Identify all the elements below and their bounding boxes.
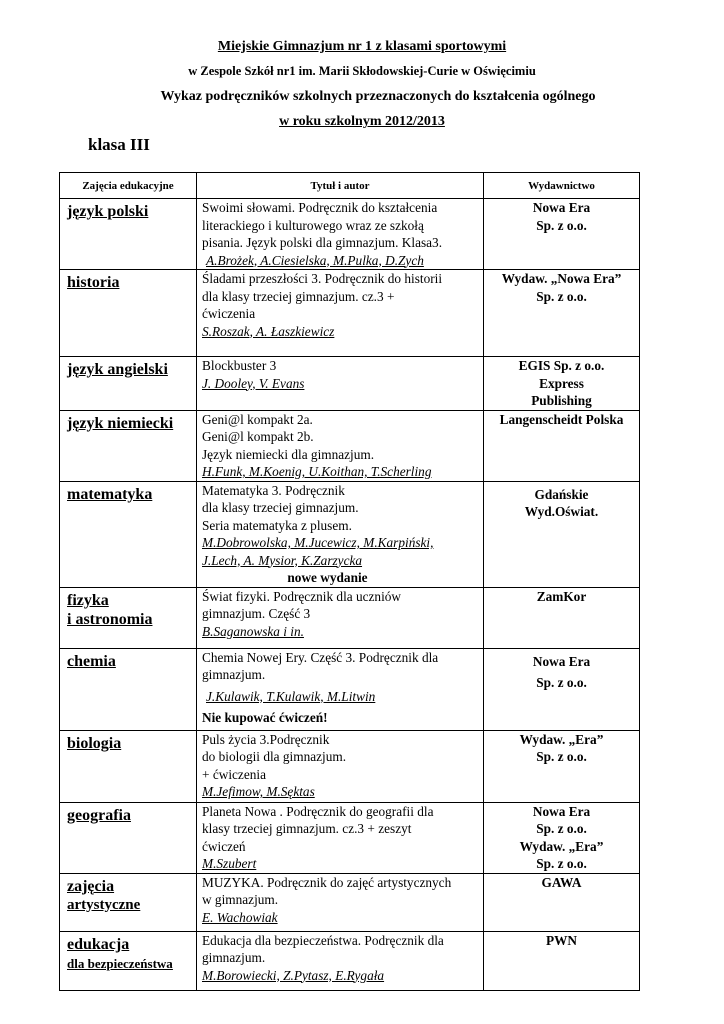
publisher-cell	[484, 802, 640, 873]
subject-cell	[60, 730, 197, 802]
school-year: w roku szkolnym 2012/2013	[279, 114, 445, 129]
publisher-line: PWN	[545, 932, 578, 948]
subject-cell	[60, 199, 197, 270]
subject-cell	[60, 802, 197, 873]
table-row	[60, 410, 640, 481]
table-header-row	[60, 173, 640, 199]
subject-name: chemia	[67, 652, 116, 670]
subject-name: matematyka	[67, 485, 153, 503]
title-line: do biologii dla gimnazjum.	[202, 749, 347, 764]
subject-cell	[60, 648, 197, 730]
title-line: Puls życia 3.Podręcznik	[202, 731, 330, 747]
subject-cell	[60, 410, 197, 481]
table-row	[60, 357, 640, 411]
school-complex: w Zespole Szkół nr1 im. Marii Skłodowskiej-Curie w Oświęcimiu	[188, 64, 536, 78]
edition-note: nowe wydanie	[287, 570, 368, 585]
title-line: gimnazjum.	[202, 667, 266, 682]
subject-cell	[60, 481, 197, 587]
publisher-cell	[484, 481, 640, 587]
title-line: gimnazjum. Część 3	[202, 606, 311, 621]
publisher-cell	[484, 648, 640, 730]
publisher-line: Publishing	[531, 393, 592, 408]
subject-name-continued: dla bezpieczeństwa	[67, 955, 173, 971]
publisher-line: ZamKor	[536, 588, 587, 604]
author: J.Kulawik, T.Kulawik, M.Litwin	[206, 688, 376, 704]
author-continued: J.Lech, A. Mysior, K.Zarzycka	[202, 552, 363, 568]
title-cell	[197, 270, 484, 357]
subject-cell	[60, 587, 197, 648]
publisher-line: Langenscheidt Polska	[499, 411, 624, 427]
school-name: Miejskie Gimnazjum nr 1 z klasami sportowymi	[217, 39, 507, 54]
textbook-table	[59, 172, 640, 991]
subject-name: zajęcia	[67, 877, 115, 895]
subject-name: fizyka	[67, 591, 109, 609]
title-line: Geni@l kompakt 2b.	[202, 429, 314, 444]
title-cell	[197, 873, 484, 931]
publisher-line: Gdańskie	[534, 486, 589, 502]
title-line: ćwiczeń	[202, 838, 246, 854]
table-row	[60, 873, 640, 931]
table-row	[60, 802, 640, 873]
title-line: w gimnazjum.	[202, 892, 279, 907]
document-title: Wykaz podręczników szkolnych przeznaczonych do kształcenia ogólnego	[160, 89, 596, 104]
publisher-line: Sp. z o.o.	[536, 675, 587, 690]
class-label: klasa III	[88, 135, 150, 154]
subject-cell	[60, 931, 197, 990]
title-cell	[197, 199, 484, 270]
table-row	[60, 481, 640, 587]
author: M.Jefimow, M.Sęktas	[202, 784, 315, 799]
author: J. Dooley, V. Evans	[202, 375, 305, 391]
column-header-title: Tytuł i autor	[197, 173, 484, 199]
title-cell	[197, 931, 484, 990]
title-line: Matematyka 3. Podręcznik	[202, 482, 345, 498]
column-header-publisher: Wydawnictwo	[484, 173, 640, 199]
publisher-cell	[484, 730, 640, 802]
title-cell	[197, 481, 484, 587]
publisher-line: Sp. z o.o.	[536, 217, 587, 233]
warning-note: Nie kupować ćwiczeń!	[202, 710, 328, 725]
title-line: Geni@l kompakt 2a.	[202, 411, 313, 427]
author: B.Saganowska i in.	[202, 623, 304, 639]
publisher-cell	[484, 270, 640, 357]
publisher-line: Nowa Era	[532, 653, 591, 669]
publisher-line: EGIS Sp. z o.o.	[518, 358, 605, 373]
title-line: literackiego i kulturowego wraz ze szkołą	[202, 217, 424, 233]
subject-name-continued: artystyczne	[67, 896, 141, 913]
publisher-cell	[484, 410, 640, 481]
title-line: MUZYKA. Podręcznik do zajęć artystycznych	[202, 874, 452, 890]
publisher-line: Wydaw. „Era”	[519, 731, 604, 747]
title-line: ćwiczenia	[202, 306, 256, 321]
title-line: pisania. Język polski dla gimnazjum. Klasa3.	[202, 235, 443, 250]
subject-name: geografia	[67, 806, 131, 824]
title-cell	[197, 802, 484, 873]
publisher-line: GAWA	[541, 874, 582, 890]
table-row	[60, 587, 640, 648]
table-row	[60, 199, 640, 270]
publisher-cell	[484, 199, 640, 270]
title-line: Śladami przeszłości 3. Podręcznik do historii	[202, 271, 443, 286]
publisher-line: Wydaw. „Era”	[519, 838, 604, 854]
author: H.Funk, M.Koenig, U.Koithan, T.Scherling	[202, 464, 432, 479]
subject-name: język niemiecki	[67, 414, 174, 432]
title-cell	[197, 587, 484, 648]
title-line: Swoimi słowami. Podręcznik do kształcenia	[202, 200, 438, 215]
title-line: dla klasy trzeciej gimnazjum. cz.3 +	[202, 288, 395, 304]
title-cell	[197, 410, 484, 481]
publisher-line: Wyd.Oświat.	[524, 504, 599, 519]
publisher-line: Express	[539, 375, 584, 391]
table-row	[60, 270, 640, 357]
subject-name: biologia	[67, 734, 122, 752]
subject-cell	[60, 873, 197, 931]
title-line: Blockbuster 3	[202, 358, 277, 373]
publisher-line: Nowa Era	[532, 803, 591, 819]
title-cell	[197, 730, 484, 802]
subject-cell	[60, 270, 197, 357]
author: M.Borowiecki, Z.Pytasz, E.Rygała	[202, 967, 385, 983]
publisher-cell	[484, 357, 640, 411]
title-line: Chemia Nowej Ery. Część 3. Podręcznik dla	[202, 649, 439, 665]
title-line: Edukacja dla bezpieczeństwa. Podręcznik dla	[202, 932, 444, 948]
title-line: Język niemiecki dla gimnazjum.	[202, 446, 375, 462]
table-row	[60, 931, 640, 990]
title-cell	[197, 648, 484, 730]
author: M.Dobrowolska, M.Jucewicz, M.Karpiński,	[202, 535, 434, 550]
publisher-line: Sp. z o.o.	[536, 288, 587, 304]
title-cell	[197, 357, 484, 411]
subject-name: język polski	[67, 203, 149, 220]
subject-cell	[60, 357, 197, 411]
subject-name: edukacja	[67, 935, 130, 953]
subject-name: historia	[67, 274, 120, 291]
subject-name-continued: i astronomia	[67, 610, 153, 628]
table-row	[60, 730, 640, 802]
title-line: Seria matematyka z plusem.	[202, 517, 352, 533]
publisher-line: Sp. z o.o.	[536, 749, 587, 764]
title-line: klasy trzeciej gimnazjum. cz.3 + zeszyt	[202, 821, 412, 836]
publisher-line: Sp. z o.o.	[536, 821, 587, 836]
column-header-subject: Zajęcia edukacyjne	[60, 173, 197, 199]
publisher-cell	[484, 873, 640, 931]
subject-name: język angielski	[67, 361, 168, 378]
publisher-line: Nowa Era	[532, 200, 591, 215]
author: A.Brożek, A.Ciesielska, M.Pulka, D.Zych	[206, 252, 424, 268]
publisher-cell	[484, 931, 640, 990]
title-line: Planeta Nowa . Podręcznik do geografii dla	[202, 803, 434, 819]
table-row	[60, 648, 640, 730]
title-line: + ćwiczenia	[202, 766, 266, 782]
publisher-line: Wydaw. „Nowa Era”	[501, 271, 622, 286]
author: S.Roszak, A. Łaszkiewicz	[202, 323, 335, 339]
publisher-cell	[484, 587, 640, 648]
publisher-line: Sp. z o.o.	[536, 856, 587, 871]
title-line: gimnazjum.	[202, 950, 266, 965]
author: E. Wachowiak	[202, 909, 278, 925]
title-line: dla klasy trzeciej gimnazjum.	[202, 500, 359, 515]
title-line: Świat fizyki. Podręcznik dla uczniów	[202, 588, 402, 604]
author: M.Szubert	[202, 856, 257, 871]
